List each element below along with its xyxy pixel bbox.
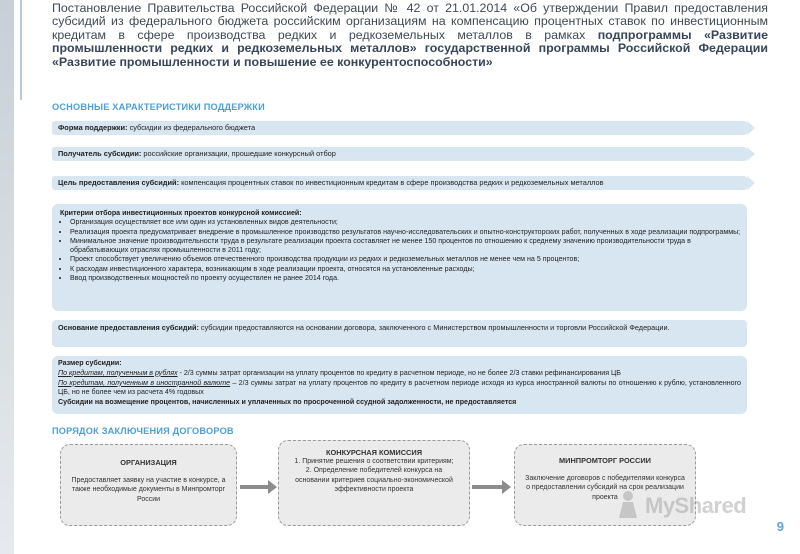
size-note: Субсидии на возмещение процентов, начисленных и уплаченных по просроченной ссудной задолженности, не предоставляется — [58, 398, 517, 407]
flow-arrow-1-stem — [240, 485, 270, 489]
criteria-item: • Организация осуществляет все или один из установленных видов деятельности; — [70, 218, 741, 227]
watermark-logo — [615, 490, 765, 526]
watermark-person-icon — [615, 490, 641, 520]
page-number: 9 — [776, 519, 784, 534]
flow-box-organization — [60, 444, 237, 526]
flow-ministry-text: Заключение договоров с победителями конкурса о предоставлении субсидий на срок реализации проекта — [525, 475, 685, 501]
criteria-item: • Ввод производственных мощностей по проекту осуществлен не ранее 2014 года. — [70, 274, 741, 283]
support-form-label: Форма поддержки: — [58, 123, 128, 132]
criteria-list — [58, 218, 741, 283]
flow-commission-title: КОНКУРСНАЯ КОМИССИЯ — [325, 448, 423, 457]
flow-arrow-1-icon — [268, 480, 277, 494]
size-fx-label: По кредитам, полученным в иностранной валюте — [58, 378, 231, 387]
section-title-support: ОСНОВНЫЕ ХАРАКТЕРИСТИКИ ПОДДЕРЖКИ — [52, 102, 265, 112]
flow-organization-text: Предоставляет заявку на участие в конкурсе, а также необходимые документы в Минпромторг России — [71, 477, 226, 503]
criteria-item: • Минимальное значение производительности труда в результате реализации проекта составляет не менее 150 процентов по отношению к среднему значению производительности труда в обрабатывающих отраслях промышленности в 2011 году; — [70, 237, 741, 256]
size-rub-text: - 2/3 суммы затрат организации на уплату процентов по кредиту в расчетном периоде, но не более 2/3 ставки рефинансирования ЦБ — [177, 368, 621, 377]
header-rule — [20, 0, 22, 100]
support-form-value: субсидии из федерального бюджета — [127, 123, 256, 132]
flow-arrow-2-stem — [472, 485, 504, 489]
size-rub-line — [58, 369, 741, 379]
flow-commission-line1: 1. Принятие решения о соответствии критериям; — [294, 458, 454, 466]
size-heading: Размер субсидии: — [58, 359, 122, 367]
watermark-text: MyShared — [645, 493, 747, 518]
flow-ministry-title: МИНПРОМТОРГ РОССИИ — [559, 456, 651, 465]
criteria-heading: Критерии отбора инвестиционных проектов конкурсной комиссией: — [60, 209, 302, 217]
basis-value: субсидии предоставляются на основании договора, заключенного с Министерством промышленности и торговли Российской Федерации. — [198, 323, 670, 332]
subsidy-basis-panel — [52, 320, 747, 347]
flow-commission-line2: 2. Определение победителей конкурса на основании критериев социально-экономической эффективности проекта — [295, 467, 453, 493]
goal-label: Цель предоставления субсидий: — [58, 178, 180, 187]
flow-organization-title: ОРГАНИЗАЦИЯ — [120, 458, 177, 467]
title-bold: подпрограммы «Развитие промышленности редких и редкоземельных металлов» государственной программы Российской Федерации «Развитие промышленности и повышение ее конкурентоспособности» — [52, 27, 768, 69]
basis-label: Основание предоставления субсидий: — [58, 323, 199, 332]
flow-box-commission — [278, 440, 470, 526]
criteria-item: • К расходам инвестиционного характера, возникающим в ходе реализации проекта, относятся на установленные расходы; — [70, 265, 741, 274]
section-title-contracts: ПОРЯДОК ЗАКЛЮЧЕНИЯ ДОГОВОРОВ — [52, 426, 234, 436]
goal-row — [52, 176, 747, 190]
selection-criteria-panel — [52, 204, 747, 311]
criteria-item: • Реализация проекта предусматривает внедрение в промышленное производство результатов научно-исследовательских и опытно-конструкторских работ, полученных в ходе реализации подпрограммы; — [70, 228, 741, 237]
size-fx-line — [58, 379, 741, 399]
goal-value: компенсация процентных ставок по инвестиционным кредитам в сфере производства редких и редкоземельных металлов — [179, 178, 604, 187]
recipient-value: российские организации, прошедшие конкурсный отбор — [141, 149, 336, 158]
subsidy-size-panel — [52, 356, 747, 414]
recipient-row — [52, 147, 747, 161]
size-rub-label: По кредитам, полученным в рублях — [58, 368, 178, 377]
support-form-row — [52, 121, 747, 135]
title-regular: Постановление Правительства Российской Федерации № 42 от 21.01.2014 «Об утверждении Правил предоставления субсидий из федерального бюджета российским организациям на компенсацию процентных ставок по инвестиционным кредитам в сфере производства редких и редкоземельных металлов в рамках — [52, 1, 768, 42]
size-fx-text: – 2/3 суммы затрат на уплату процентов по кредиту в расчетном периоде исходя из курса иностранной валюты по отношению к рублю, установленного ЦБ, но не более чем из расчета 4% годовых — [58, 378, 741, 397]
recipient-label: Получатель субсидии: — [58, 149, 142, 158]
page-title — [52, 2, 768, 69]
left-decorative-bar — [0, 0, 14, 554]
flow-arrow-2-icon — [502, 480, 511, 494]
criteria-item: • Проект способствует увеличению объемов отечественного производства продукции из редких и редкоземельных металлов не менее чем на 5 процентов; — [70, 255, 741, 264]
